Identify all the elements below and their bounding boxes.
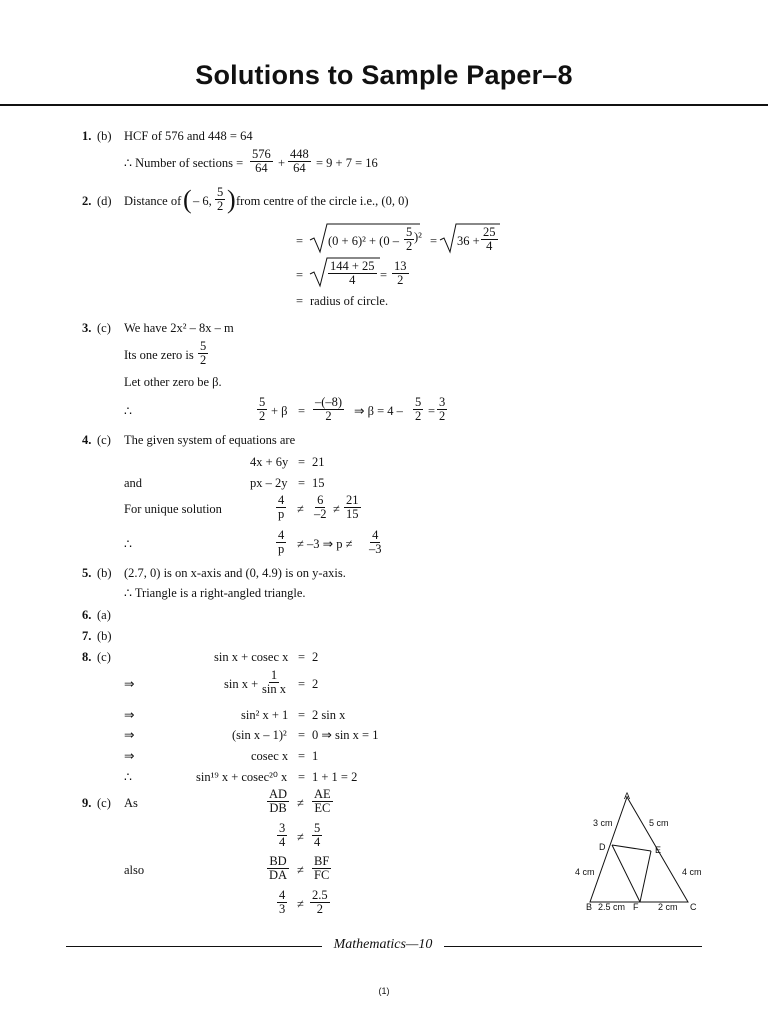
- vertex-c-label: C: [690, 902, 697, 912]
- vertex-f-label: F: [633, 902, 639, 912]
- fraction: $\frac{13}{2}$: [394, 259, 407, 287]
- fraction: $\frac{3}{4}$: [279, 821, 286, 849]
- solution-text: Its one zero is: [124, 348, 194, 362]
- paren: (: [183, 185, 192, 214]
- implies: ⇒: [124, 677, 135, 691]
- segment-ef: [640, 851, 651, 902]
- fraction: $\frac{1}{\text{sin x}}$: [262, 668, 286, 696]
- title-rule: [0, 104, 768, 106]
- fraction: $\frac{6}{-2}$: [314, 493, 327, 521]
- fraction: $\frac{AE}{EC}$: [314, 787, 331, 815]
- question-number: 3.: [82, 321, 92, 335]
- triangle-figure: [560, 786, 720, 916]
- vertex-a-label: A: [624, 791, 631, 801]
- fraction: $\frac{448}{64}$: [290, 147, 309, 175]
- implies: ⇒: [124, 728, 135, 742]
- answer-option: (c): [97, 796, 111, 810]
- page-number: (1): [378, 986, 390, 996]
- solution-text: also: [124, 863, 145, 877]
- solution-text: Distance of: [124, 194, 182, 208]
- fraction: $\frac{BF}{FC}$: [314, 854, 330, 882]
- fraction: $\frac{5}{2}$: [406, 225, 413, 253]
- fraction: $\frac{4}{p}$: [278, 493, 285, 521]
- solution-text: (2.7, 0) is on x-axis and (0, 4.9) is on y-axis.: [124, 566, 346, 580]
- not-equal: ≠: [297, 897, 304, 911]
- fraction: $\frac{4}{p}$: [278, 528, 285, 556]
- equation-lhs: sin x +: [224, 677, 259, 691]
- solution-text: and: [124, 476, 143, 490]
- fraction: $\frac{25}{4}$: [483, 225, 496, 253]
- answer-option: (c): [97, 321, 111, 335]
- length-ae-label: 5 cm: [649, 818, 669, 828]
- fraction: $\frac{576}{64}$: [252, 147, 271, 175]
- equals: =: [298, 476, 306, 490]
- solution-text: The given system of equations are: [124, 433, 296, 447]
- length-fc-label: 2 cm: [658, 902, 678, 912]
- fraction: $\frac{AD}{DB}$: [269, 787, 288, 815]
- equals: =: [298, 650, 306, 664]
- equals: =: [296, 268, 304, 282]
- equals: =: [298, 728, 306, 742]
- expression: )²: [414, 230, 422, 244]
- fraction: $\frac{5}{2}$: [415, 395, 422, 423]
- solution-text: For unique solution: [124, 502, 222, 516]
- question-number: 1.: [82, 129, 92, 143]
- equation-lhs: 4x + 6y: [250, 455, 289, 469]
- question-number: 9.: [82, 796, 92, 810]
- not-equal: ≠: [333, 502, 340, 516]
- solution-text: HCF of 576 and 448 = 64: [124, 129, 253, 143]
- equals: =: [298, 677, 306, 691]
- fraction: $\frac{5}{2}$: [200, 339, 207, 367]
- implies: ⇒: [124, 749, 135, 763]
- length-db-label: 4 cm: [575, 867, 595, 877]
- answer-option: (c): [97, 433, 111, 447]
- equation-rhs: 21: [312, 455, 325, 469]
- equation-lhs: sin¹⁹ x + cosec²⁰ x: [196, 770, 288, 784]
- equals: =: [298, 404, 306, 418]
- question-number: 4.: [82, 433, 92, 447]
- equals: =: [298, 455, 306, 469]
- expression: ⇒ β = 4 –: [354, 404, 403, 418]
- equation-rhs: 1: [312, 749, 319, 763]
- equals: =: [380, 268, 388, 282]
- solution-text: radius of circle.: [310, 294, 389, 308]
- equals: =: [298, 749, 306, 763]
- fraction: $\frac{5}{4}$: [314, 821, 321, 849]
- expression: 36 +: [457, 234, 480, 248]
- length-ad-label: 3 cm: [593, 818, 613, 828]
- fraction: $\frac{4}{3}$: [279, 888, 286, 916]
- equation-rhs: 0 ⇒ sin x = 1: [312, 728, 379, 742]
- question-number: 8.: [82, 650, 92, 664]
- equation-lhs: sin² x + 1: [241, 708, 289, 722]
- footer-rule-left: [66, 946, 322, 947]
- answer-option: (c): [97, 650, 111, 664]
- fraction: $\frac{-(-8)}{2}$: [315, 395, 343, 423]
- not-equal: ≠: [297, 830, 304, 844]
- equation-rhs: 2: [312, 650, 319, 664]
- footer-rule-right: [444, 946, 702, 947]
- solution-text: ∴ Triangle is a right-angled triangle.: [124, 586, 306, 600]
- equals: =: [296, 294, 304, 308]
- not-equal: ≠: [297, 863, 304, 877]
- fraction: $\frac{2.5}{2}$: [312, 888, 328, 916]
- expression: + β: [271, 404, 288, 418]
- paren: ): [227, 185, 236, 214]
- equation-rhs: 2 sin x: [312, 708, 346, 722]
- solution-text: = 9 + 7 = 16: [316, 156, 378, 170]
- fraction: $\frac{BD}{DA}$: [269, 854, 288, 882]
- equation-rhs: 1 + 1 = 2: [312, 770, 358, 784]
- fraction: $\frac{5}{2}$: [259, 395, 266, 423]
- equation-lhs: (sin x – 1)²: [232, 728, 287, 742]
- equals: =: [296, 234, 304, 248]
- equation-rhs: 2: [312, 677, 319, 691]
- equals: =: [298, 770, 306, 784]
- solution-text: from centre of the circle i.e., (0, 0): [236, 194, 409, 208]
- segment-de: [612, 845, 651, 851]
- answer-option: (b): [97, 129, 112, 143]
- page-title: Solutions to Sample Paper–8: [195, 60, 573, 90]
- answer-option: (b): [97, 566, 112, 580]
- therefore: ∴: [124, 770, 132, 784]
- question-number: 2.: [82, 194, 92, 208]
- vertex-d-label: D: [599, 842, 606, 852]
- not-equal: ≠: [297, 796, 304, 810]
- solution-text: Let other zero be β.: [124, 375, 222, 389]
- equation-rhs: 15: [312, 476, 325, 490]
- equals: =: [430, 234, 438, 248]
- fraction: $\frac{144 + 25}{4}$: [330, 259, 375, 287]
- answer-option: (d): [97, 194, 112, 208]
- fraction: $\frac{5}{2}$: [217, 185, 224, 213]
- segment-df: [612, 845, 640, 902]
- equation-lhs: sin x + cosec x: [214, 650, 289, 664]
- solution-text: As: [124, 796, 138, 810]
- implies: ⇒: [124, 708, 135, 722]
- operator: +: [278, 156, 286, 170]
- fraction: $\frac{3}{2}$: [439, 395, 446, 423]
- question-number: 6.: [82, 608, 92, 622]
- point: – 6,: [193, 194, 212, 208]
- question-number: 7.: [82, 629, 92, 643]
- expression: (0 + 6)² + (0 –: [328, 234, 399, 248]
- vertex-b-label: B: [586, 902, 593, 912]
- footer-subject: Mathematics—10: [333, 937, 433, 952]
- question-number: 5.: [82, 566, 92, 580]
- solution-text: ∴ Number of sections =: [124, 156, 244, 170]
- answer-option: (b): [97, 629, 112, 643]
- equation-lhs: px – 2y: [250, 476, 288, 490]
- not-equal: ≠: [297, 502, 304, 516]
- equals: =: [298, 708, 306, 722]
- fraction: $\frac{4}{-3}$: [369, 528, 382, 556]
- answer-option: (a): [97, 608, 111, 622]
- therefore: ∴: [124, 404, 132, 418]
- length-bf-label: 2.5 cm: [598, 902, 626, 912]
- equals: =: [428, 404, 436, 418]
- therefore: ∴: [124, 537, 132, 551]
- equation-lhs: cosec x: [251, 749, 289, 763]
- vertex-e-label: E: [655, 845, 662, 855]
- fraction: $\frac{21}{15}$: [346, 493, 359, 521]
- solution-text: We have 2x² – 8x – m: [124, 321, 234, 335]
- expression: ≠ –3 ⇒ p ≠: [297, 537, 353, 551]
- length-ec-label: 4 cm: [682, 867, 702, 877]
